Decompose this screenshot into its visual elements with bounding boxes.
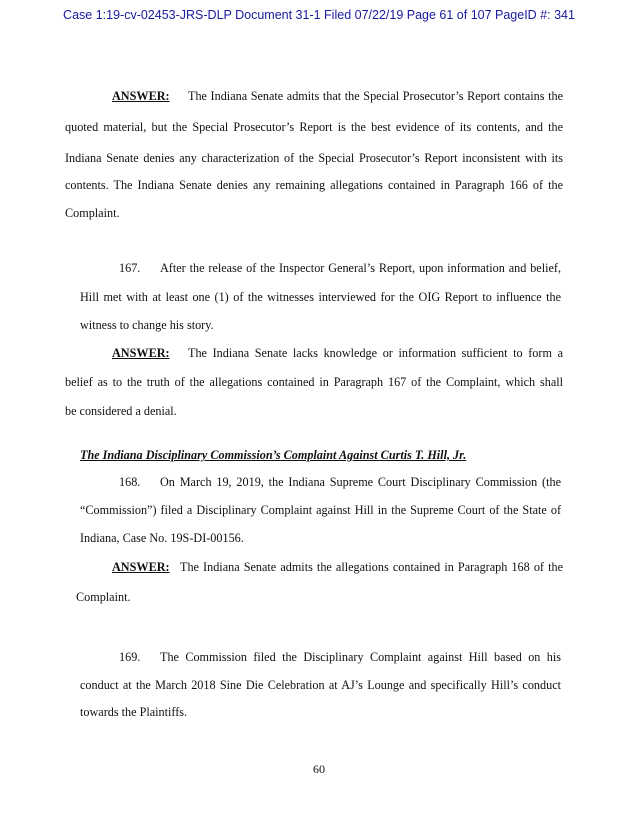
case-header: Case 1:19-cv-02453-JRS-DLP Document 31-1 Filed 07/22/19 Page 61 of 107 PageID #: 341	[63, 8, 575, 22]
p167-number: 167.	[119, 261, 141, 275]
p169-line-3: towards the Plaintiffs.	[80, 705, 188, 719]
p167-line-1: After the release of the Inspector General’s Report, upon information and belief,	[160, 261, 561, 275]
p166-line-1: The Indiana Senate admits that the Special Prosecutor’s Report contains the	[188, 89, 563, 103]
p168-number: 168.	[119, 475, 141, 489]
p169-line-2: conduct at the March 2018 Sine Die Celebration at AJ’s Lounge and specifically Hill’s conduct	[80, 678, 561, 692]
p168-line-2: “Commission”) filed a Disciplinary Complaint against Hill in the Supreme Court of the State of	[80, 503, 561, 517]
page-number: 60	[313, 762, 325, 776]
p169-line-1: The Commission filed the Disciplinary Complaint against Hill based on his	[160, 650, 561, 664]
p166-line-2: quoted material, but the Special Prosecutor’s Report is the best evidence of its contents, and the	[65, 120, 563, 134]
p166-line-4: contents. The Indiana Senate denies any remaining allegations contained in Paragraph 166 of the	[65, 178, 563, 192]
p167-line-3: witness to change his story.	[80, 318, 214, 332]
p166-line-5: Complaint.	[65, 206, 120, 220]
p167-answer-line-2: belief as to the truth of the allegations contained in Paragraph 167 of the Complaint, which shall	[65, 375, 563, 389]
answer-label: ANSWER:	[112, 346, 170, 360]
answer-label: ANSWER:	[112, 560, 170, 574]
p167-answer-line-1: The Indiana Senate lacks knowledge or information sufficient to form a	[188, 346, 563, 360]
p168-answer-line-2: Complaint.	[76, 590, 131, 604]
p168-answer-line-1: The Indiana Senate admits the allegations contained in Paragraph 168 of the	[180, 560, 563, 574]
p167-line-2: Hill met with at least one (1) of the witnesses interviewed for the OIG Report to influence the	[80, 290, 561, 304]
p169-number: 169.	[119, 650, 141, 664]
answer-label: ANSWER:	[112, 89, 170, 103]
section-heading: The Indiana Disciplinary Commission’s Complaint Against Curtis T. Hill, Jr.	[80, 448, 467, 462]
p167-answer-line-3: be considered a denial.	[65, 404, 177, 418]
p168-line-1: On March 19, 2019, the Indiana Supreme Court Disciplinary Commission (the	[160, 475, 561, 489]
p168-line-3: Indiana, Case No. 19S-DI-00156.	[80, 531, 244, 545]
p166-line-3: Indiana Senate denies any characterization of the Special Prosecutor’s Report inconsistent with its	[65, 151, 563, 165]
